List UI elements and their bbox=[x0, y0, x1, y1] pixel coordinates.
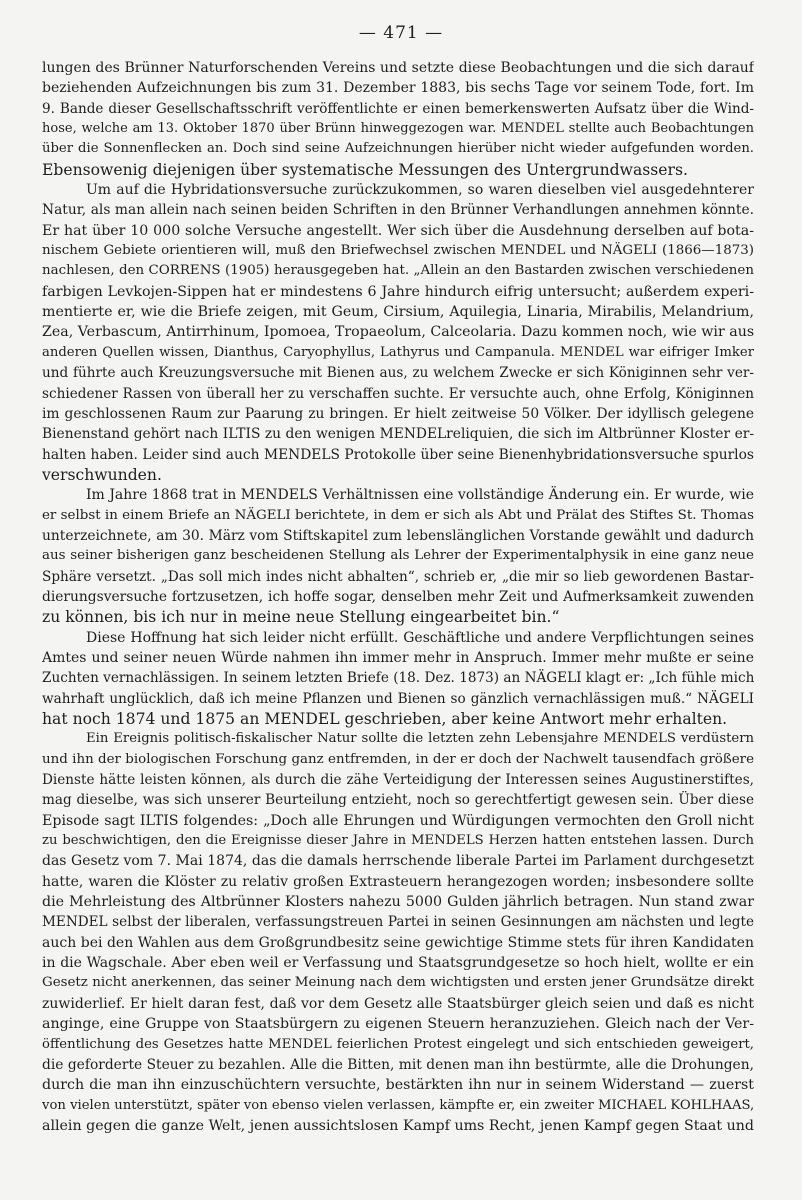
text-line: anderen Quellen wissen, Dianthus, Caryophyllus, Lathyrus und Campanula. MENDEL war eifriger Imker bbox=[42, 344, 754, 360]
text-line: die Mehrleistung des Altbrünner Klosters nahezu 5000 Gulden jährlich betragen. Nun stand zwar bbox=[42, 894, 754, 911]
text-line: Zea, Verbascum, Antirrhinum, Ipomoea, Tropaeolum, Calceolaria. Dazu kommen noch, wie wir aus bbox=[42, 324, 754, 341]
text-line: zu beschwichtigen, den die Ereignisse dieser Jahre in MENDELS Herzen hatten entstehen lassen. Durch bbox=[42, 833, 754, 849]
text-line: das Gesetz vom 7. Mai 1874, das die damals herrschende liberale Partei im Parlament durchgesetzt bbox=[42, 853, 754, 870]
text-line: farbigen Levkojen-Sippen hat er mindestens 6 Jahre hindurch eifrig untersucht; außerdem experi- bbox=[42, 283, 754, 300]
text-line: wahrhaft unglücklich, daß ich meine Pflanzen und Bienen so gänzlich vernachlässigen muß.“ NÄGELI bbox=[42, 690, 754, 707]
text-line: 9. Bande dieser Gesellschaftsschrift veröffentlichte er einen bemerkenswerten Aufsatz über die Wind- bbox=[42, 100, 754, 117]
text-line: nischem Gebiete orientieren will, muß den Briefwechsel zwischen MENDEL und NÄGELI (1866—1873) bbox=[42, 243, 754, 259]
text-line: aus seiner bisherigen ganz bescheidenen Stellung als Lehrer der Experimentalphysik in eine ganz neue bbox=[42, 548, 754, 564]
text-line: MENDEL selbst der liberalen, verfassungstreuen Partei in seinen Gesinnungen am nächsten und legte bbox=[42, 914, 754, 931]
text-line: durch die man ihn einzuschüchtern versuchte, bestärkten ihn nur in seinem Widerstand — zuerst bbox=[42, 1077, 754, 1094]
text-line: und führte auch Kreuzungsversuche mit Bienen aus, zu welchem Zwecke er sich Königinnen sehr ver- bbox=[42, 365, 754, 382]
text-line: allein gegen die ganze Welt, jenen aussichtslosen Kampf ums Recht, jenen Kampf gegen Staat und bbox=[42, 1117, 754, 1134]
text-line: Um auf die Hybridationsversuche zurückzukommen, so waren dieselben viel ausgedehnterer bbox=[86, 182, 754, 199]
text-line: von vielen unterstützt, später von ebenso vielen verlassen, kämpfte er, ein zweiter MICHAEL KOHLHAAS, bbox=[42, 1097, 754, 1113]
text-line: auch bei den Wahlen aus dem Großgrundbesitz seine gewichtige Stimme stets für ihren Kandidaten bbox=[42, 934, 754, 951]
text-line: über die Sonnenflecken an. Doch sind seine Aufzeichnungen hierüber nicht wieder aufgefunden worden. bbox=[42, 141, 754, 157]
text-line: Episode sagt ILTIS folgendes: „Doch alle Ehrungen und Würdigungen vermochten den Groll nicht bbox=[42, 812, 754, 829]
page-number: — 471 — bbox=[358, 23, 444, 43]
text-line: Ebensowenig diejenigen über systematische Messungen des Untergrundwassers. bbox=[42, 160, 688, 179]
text-line: Bienenstand gehört nach ILTIS zu den wenigen MENDELreliquien, die sich im Altbrünner Kloster er- bbox=[42, 426, 754, 443]
text-line: halten haben. Leider sind auch MENDELS Protokolle über seine Bienenhybridationsversuche spurlos bbox=[42, 446, 754, 463]
text-line: öffentlichung des Gesetzes hatte MENDEL feierlichen Protest eingelegt und sich entschieden geweigert, bbox=[42, 1036, 754, 1052]
text-line: schiedener Rassen von überall her zu verschaffen suchte. Er versuchte auch, ohne Erfolg, Königinnen bbox=[42, 385, 754, 402]
text-line: Amtes und seiner neuen Würde nahmen ihn immer mehr in Anspruch. Immer mehr mußte er seine bbox=[42, 649, 754, 666]
text-line: hatte, waren die Klöster zu relativ großen Extrasteuern herangezogen worden; insbesondere sollte bbox=[42, 873, 754, 890]
text-line: er selbst in einem Briefe an NÄGELI berichtete, in dem er sich als Abt und Prälat des Stiftes St. Thomas bbox=[42, 507, 754, 523]
text-line: Sphäre versetzt. „Das soll mich indes nicht abhalten“, schrieb er, „die mir so lieb gewordenen Bastar- bbox=[42, 568, 754, 585]
text-line: mag dieselbe, was sich unserer Beurteilung entzieht, noch so gerechtfertigt gewesen sein. Über diese bbox=[42, 792, 754, 809]
text-line: im geschlossenen Raum zur Paarung zu bringen. Er hielt zeitweise 50 Völker. Der idyllisch gelegene bbox=[42, 405, 754, 422]
text-line: Zuchten vernachlässigen. In seinem letzten Briefe (18. Dez. 1873) an NÄGELI klagt er: „Ich fühle mich bbox=[42, 670, 754, 687]
text-line: Natur, als man allein nach seinen beiden Schriften in den Brünner Verhandlungen annehmen könnte. bbox=[42, 202, 754, 219]
text-line: Gesetz nicht anerkennen, das seiner Meinung nach dem wichtigsten und ersten jener Grundsätze direkt bbox=[42, 975, 754, 991]
text-line: Diese Hoffnung hat sich leider nicht erfüllt. Geschäftliche und andere Verpflichtungen seines bbox=[86, 629, 754, 646]
text-line: Er hat über 10 000 solche Versuche angestellt. Wer sich über die Ausdehnung derselben auf bota- bbox=[42, 222, 754, 239]
text-line: unterzeichnete, am 30. März vom Stiftskapitel zum lebenslänglichen Vorstande gewählt und dadurch bbox=[42, 527, 754, 544]
text-line: anginge, eine Gruppe von Staatsbürgern zu eigenen Steuern heranzuziehen. Gleich nach der Ver- bbox=[42, 1016, 754, 1033]
text-line: lungen des Brünner Naturforschenden Vereins und setzte diese Beobachtungen und die sich darauf bbox=[42, 60, 754, 76]
text-line: zu können, bis ich nur in meine neue Stellung eingearbeitet bin.“ bbox=[42, 608, 560, 627]
body-text bbox=[42, 58, 754, 1136]
text-line: dierungsversuche fortzusetzen, ich hoffe sogar, denselben mehr Zeit und Aufmerksamkeit zuwenden bbox=[42, 588, 754, 605]
text-line: Im Jahre 1868 trat in MENDELS Verhältnissen eine vollständige Änderung ein. Er wurde, wie bbox=[86, 487, 754, 504]
text-line: zuwiderlief. Er hielt daran fest, daß vor dem Gesetz alle Staatsbürger gleich seien und daß es nicht bbox=[42, 995, 754, 1012]
text-line: beziehenden Aufzeichnungen bis zum 31. Dezember 1883, bis sechs Tage vor seinem Tode, fort. Im bbox=[42, 80, 754, 97]
text-line: mentierte er, wie die Briefe zeigen, mit Geum, Cirsium, Aquilegia, Linaria, Mirabilis, Melandrium, bbox=[42, 304, 754, 321]
text-line: in die Wagschale. Aber eben weil er Verfassung und Staatsgrundgesetze so hoch hielt, wollte er ein bbox=[42, 955, 754, 972]
text-line: hose, welche am 13. Oktober 1870 über Brünn hinweggezogen war. MENDEL stellte auch Beobachtungen bbox=[42, 121, 754, 137]
text-line: Ein Ereignis politisch-fiskalischer Natur sollte die letzten zehn Lebensjahre MENDELS verdüstern bbox=[86, 731, 754, 747]
text-line: Dienste hätte leisten können, als durch die zähe Verteidigung der Interessen seines Augustinerstiftes, bbox=[42, 772, 754, 789]
text-line: und ihn der biologischen Forschung ganz entfremden, in der er doch der Nachwelt tausendfach größere bbox=[42, 751, 754, 767]
text-line: die geforderte Steuer zu bezahlen. Alle die Bitten, mit denen man ihn bestürmte, alle die Drohungen, bbox=[42, 1056, 754, 1073]
text-line: hat noch 1874 und 1875 an MENDEL geschrieben, aber keine Antwort mehr erhalten. bbox=[42, 710, 728, 728]
text-line: nachlesen, den CORRENS (1905) herausgegeben hat. „Allein an den Bastarden zwischen verschiedenen bbox=[42, 263, 754, 279]
text-line: verschwunden. bbox=[42, 465, 162, 484]
